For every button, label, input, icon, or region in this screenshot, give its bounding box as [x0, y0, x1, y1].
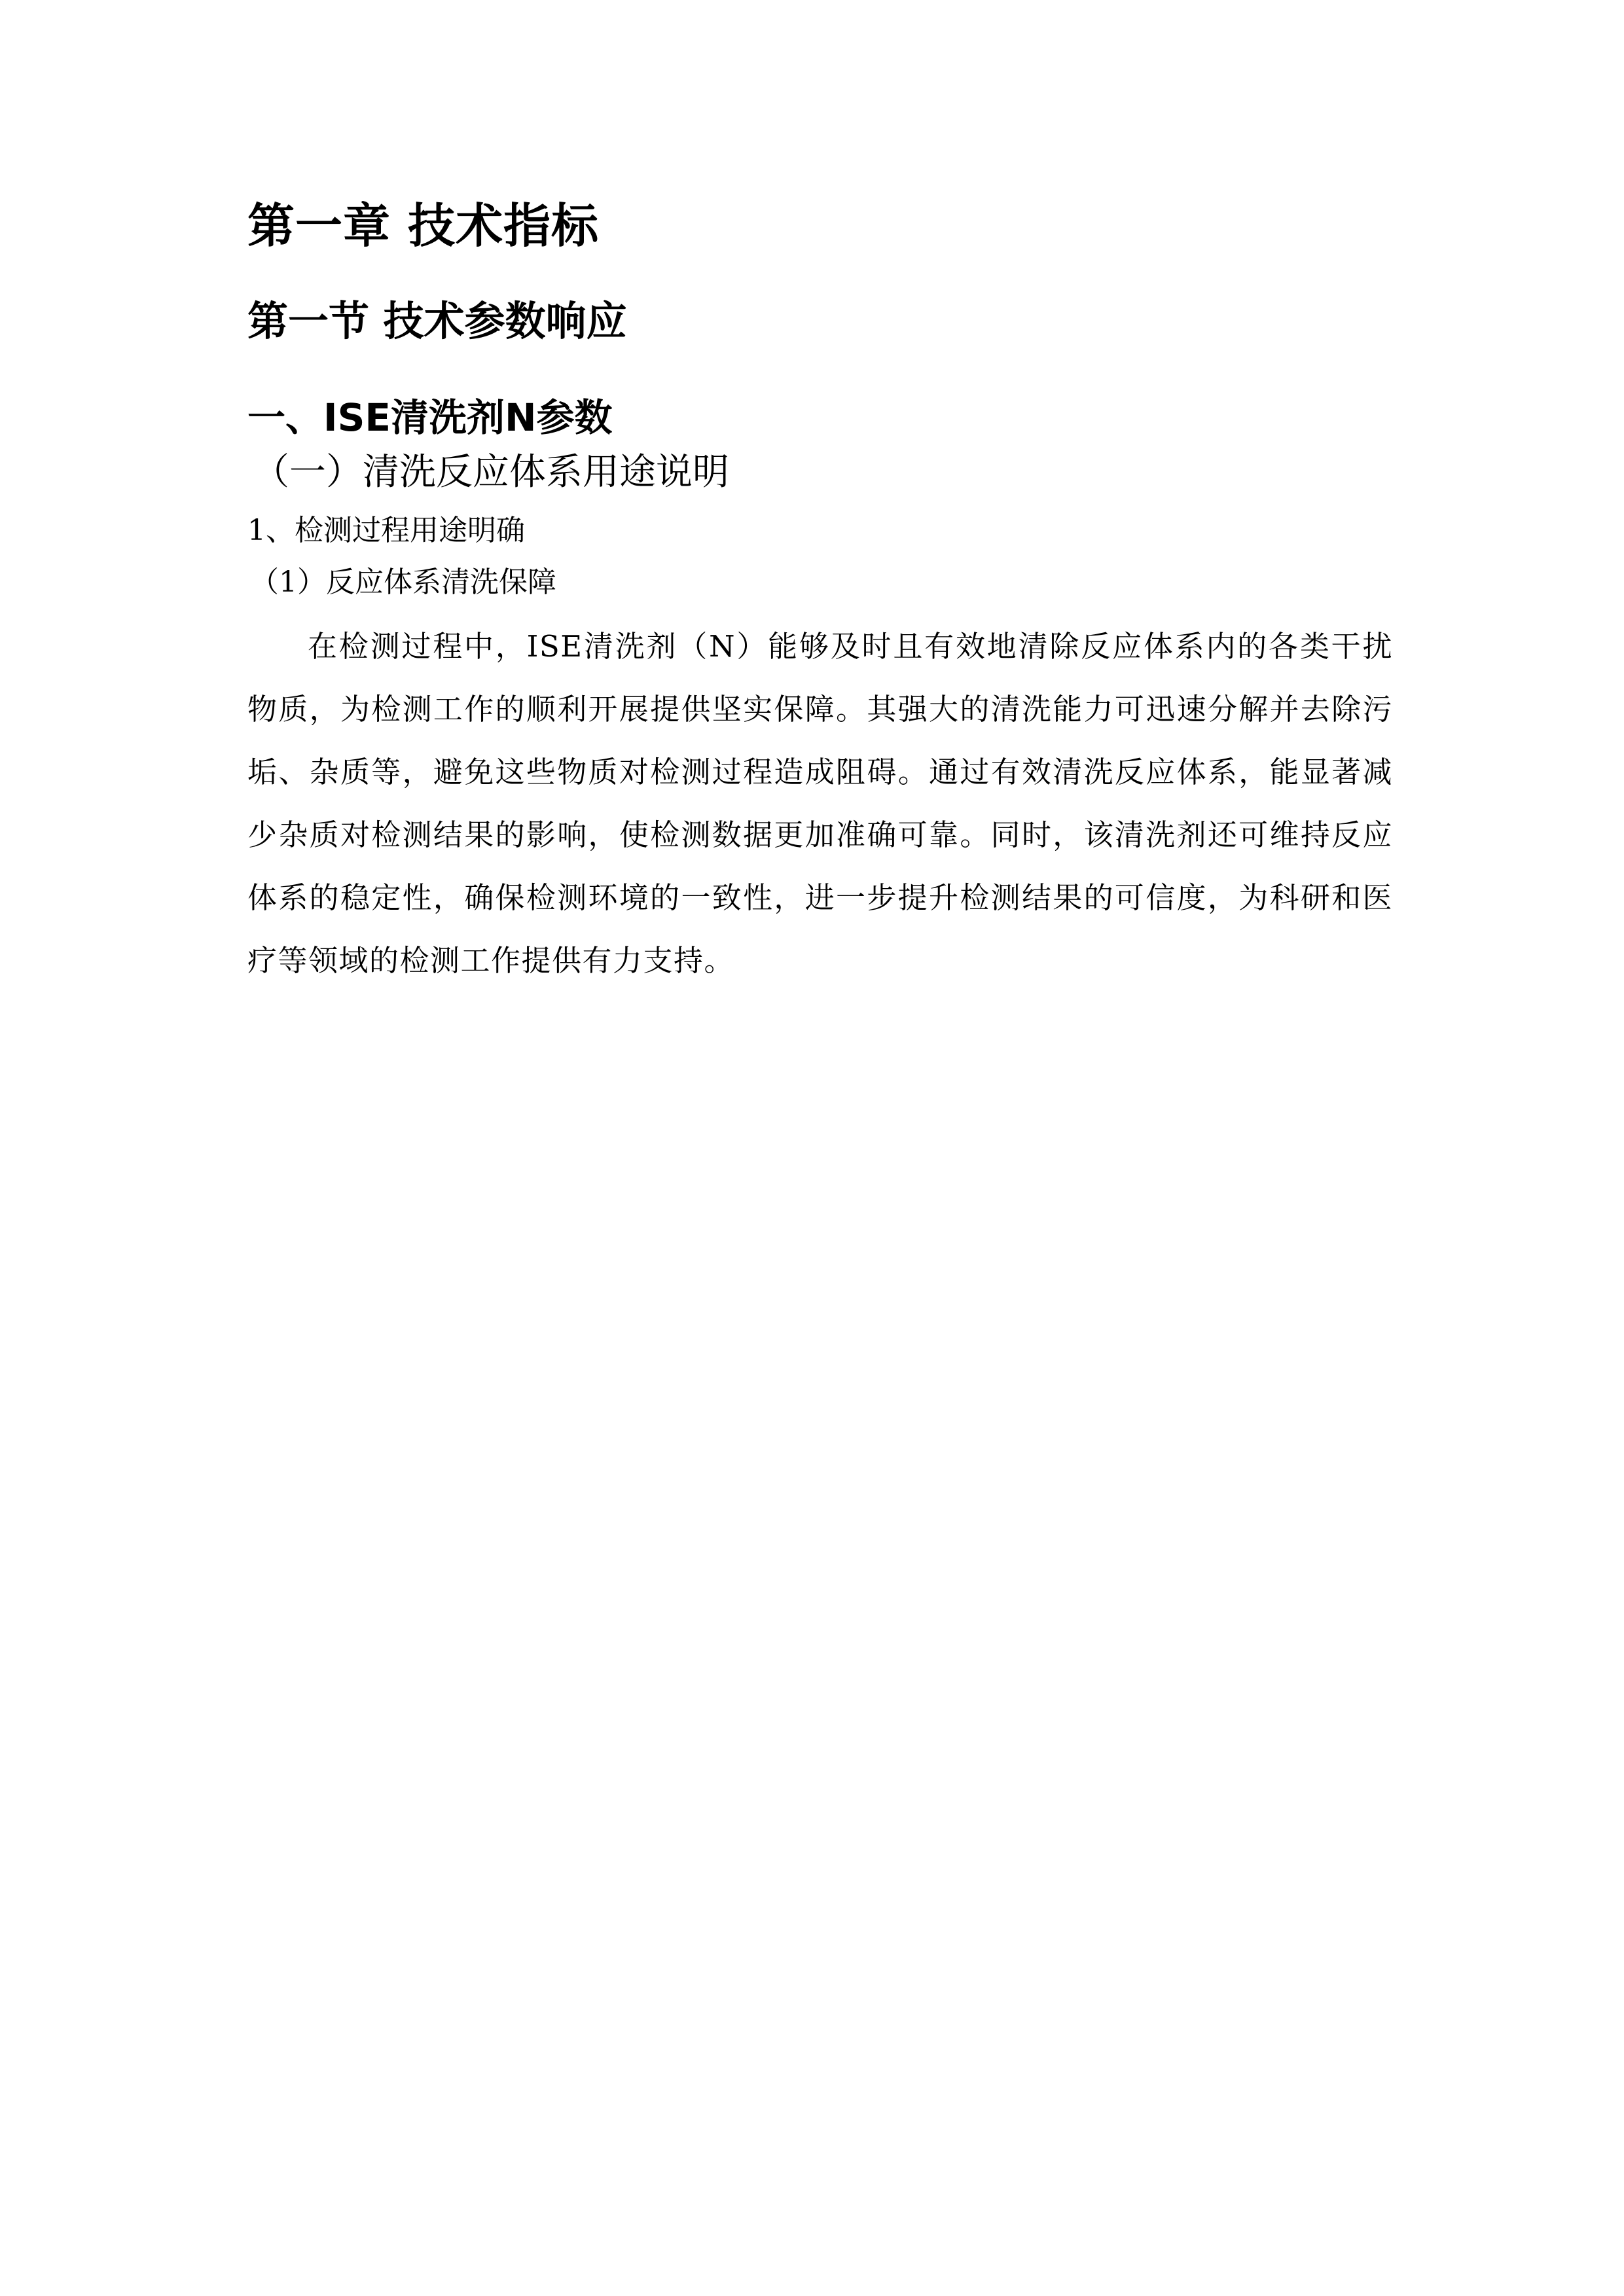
body-paragraph: 在检测过程中，ISE清洗剂（N）能够及时且有效地清除反应体系内的各类干扰物质，为检测工作的顺利开展提供坚实保障。其强大的清洗能力可迅速分解并去除污垢、杂质等，避免这些物质对检测过程造成阻碍。通过有效清洗反应体系，能显著减少杂质对检测结果的影响，使检测数据更加准确可靠。同时，该清洗剂还可维持反应体系的稳定性，确保检测环境的一致性，进一步提升检测结果的可信度，为科研和医疗等领域的检测工作提供有力支持。	[247, 628, 1393, 978]
item-title: （一）清洗反应体系用途说明	[253, 451, 729, 493]
chapter-title: 第一章 技术指标	[247, 198, 600, 253]
point-title: 1、检测过程用途明确	[247, 513, 525, 547]
sub-point-title: （1）反应体系清洗保障	[250, 565, 556, 600]
subsection-title: 一、ISE清洗剂N参数	[247, 395, 613, 440]
document-content	[247, 196, 1393, 992]
section-title: 第一节 技术参数响应	[247, 297, 627, 345]
